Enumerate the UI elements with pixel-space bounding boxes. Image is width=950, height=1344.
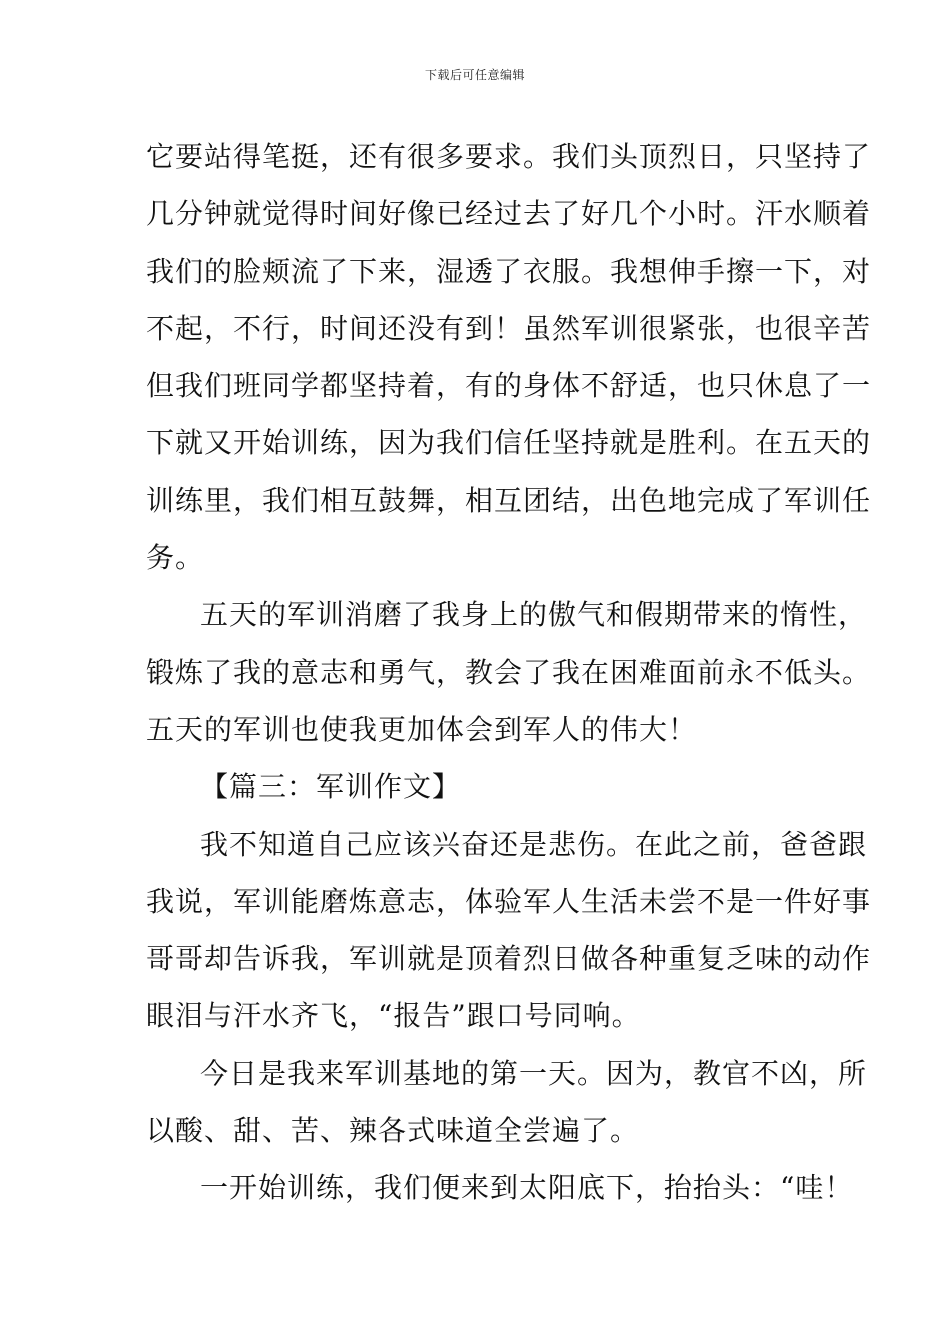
- section-heading: 【篇三：军训作文】: [200, 770, 462, 804]
- text-line: 哥哥却告诉我，军训就是顶着烈日做各种重复乏味的动作: [146, 942, 872, 976]
- text-line: 它要站得笔挺，还有很多要求。我们头顶烈日，只坚持了: [146, 140, 872, 173]
- page-header: 下载后可任意编辑: [424, 68, 525, 82]
- paragraph-start-line: 一开始训练，我们便来到太阳底下，抬抬头：“哇！: [200, 1171, 854, 1205]
- text-line: 几分钟就觉得时间好像已经过去了好几个小时。汗水顺着: [146, 197, 872, 231]
- paragraph-start-line: 五天的军训消磨了我身上的傲气和假期带来的惰性，: [200, 598, 868, 632]
- text-line: 不起，不行，时间还没有到！虽然军训很紧张，也很辛苦: [146, 311, 872, 345]
- text-line: 我们的脸颊流了下来，湿透了衣服。我想伸手擦一下，对: [146, 254, 872, 288]
- text-line: 但我们班同学都坚持着，有的身体不舒适，也只休息了一: [146, 369, 872, 403]
- text-line: 下就又开始训练，因为我们信任坚持就是胜利。在五天的: [146, 426, 872, 460]
- text-line: 眼泪与汗水齐飞，“报告”跟口号同响。: [146, 999, 641, 1033]
- paragraph-start-line: 我不知道自己应该兴奋还是悲伤。在此之前，爸爸跟: [200, 827, 868, 861]
- text-line: 务。: [146, 541, 205, 575]
- paragraph-start-line: 今日是我来军训基地的第一天。因为，教官不凶，所: [200, 1056, 868, 1090]
- document-body: [146, 128, 872, 1217]
- text-line: 五天的军训也使我更加体会到军人的伟大！: [146, 712, 698, 746]
- text-line: 锻炼了我的意志和勇气，教会了我在困难面前永不低头。: [146, 655, 872, 689]
- text-line: 训练里，我们相互鼓舞，相互团结，出色地完成了军训任: [146, 483, 872, 517]
- text-line: 我说，军训能磨炼意志，体验军人生活未尝不是一件好事: [146, 884, 872, 918]
- text-line: 以酸、甜、苦、辣各式味道全尝遍了。: [146, 1114, 640, 1148]
